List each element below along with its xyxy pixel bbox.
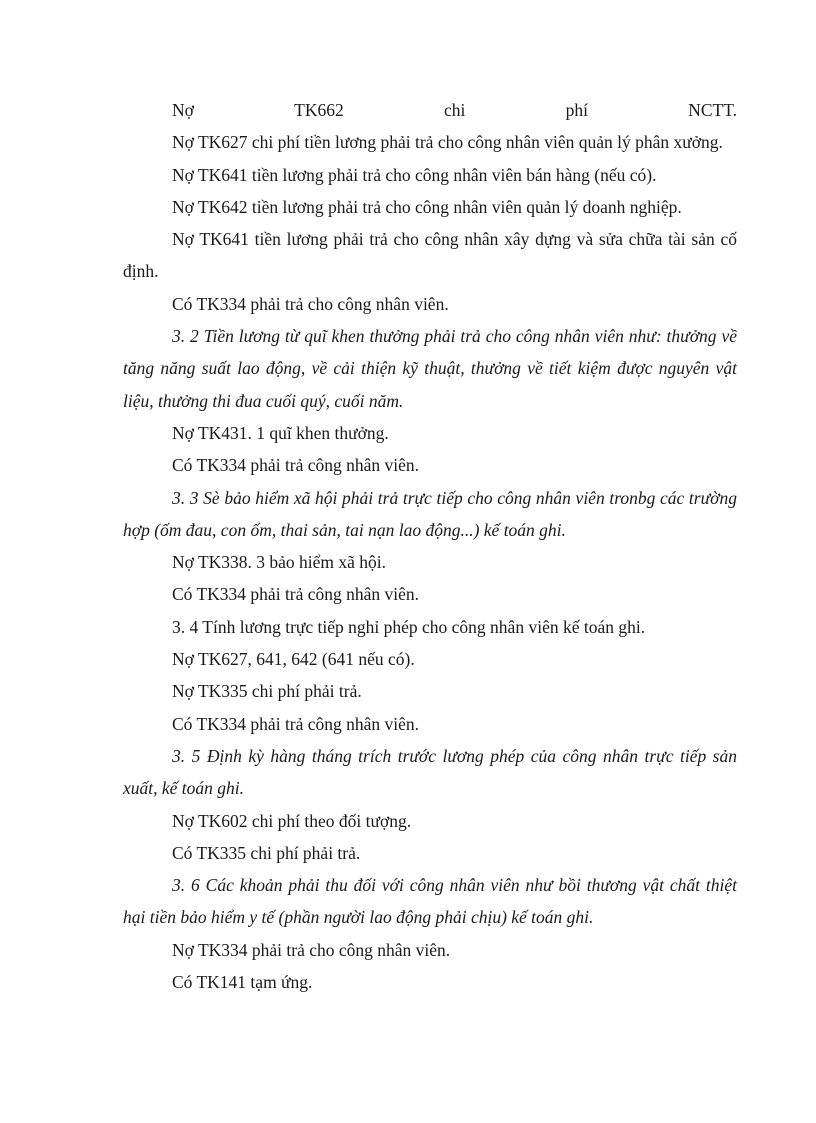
first-line-word: chi bbox=[443, 100, 466, 120]
paragraph: Nợ TK431. 1 quĩ khen thưởng. bbox=[172, 422, 389, 443]
first-line-word: NCTT. bbox=[688, 100, 737, 120]
paragraph: Nợ TK627, 641, 642 (641 nếu có). bbox=[172, 649, 415, 670]
paragraph: Nợ TK335 chi phí phải trả. bbox=[172, 681, 362, 702]
paragraph: 3. 4 Tính lương trực tiếp nghỉ phép cho công nhân viên kế toán ghi. bbox=[172, 616, 646, 637]
paragraph: Có TK334 phải trả công nhân viên. bbox=[172, 713, 420, 734]
paragraph: Nợ TK338. 3 bảo hiểm xã hội. bbox=[172, 552, 387, 573]
first-line-word: Nợ bbox=[172, 100, 194, 120]
paragraph: Có TK335 chi phí phải trả. bbox=[172, 842, 361, 863]
paragraph: Có TK334 phải trả cho công nhân viên. bbox=[172, 293, 449, 314]
paragraph: Nợ TK642 tiền lương phải trả cho công nhân viên quản lý doanh nghiệp. bbox=[172, 196, 682, 217]
paragraph-italic: 3. 5 Định kỳ hàng tháng trích trước lương phép của công nhân trực tiếp sản xuất, kế toán ghi. bbox=[123, 745, 737, 799]
paragraph-italic: 3. 6 Các khoản phải thu đối với công nhân viên như bồi thương vật chất thiệt hại tiền bảo hiểm y tế (phần người lao động phải chịu) kế toán ghi. bbox=[123, 875, 737, 928]
paragraph: Nợ TK641 tiền lương phải trả cho công nhân viên bán hàng (nếu có). bbox=[172, 164, 657, 185]
paragraph: Có TK334 phải trả công nhân viên. bbox=[172, 455, 420, 476]
paragraph: Nợ TK602 chi phí theo đối tượng. bbox=[172, 810, 412, 831]
paragraph: Nợ TK627 chi phí tiền lương phải trả cho công nhân viên quản lý phân xưởng. bbox=[172, 132, 723, 153]
paragraph: Có TK141 tạm ứng. bbox=[172, 972, 313, 993]
first-line-word: TK662 bbox=[294, 100, 344, 120]
paragraph: Có TK334 phải trả công nhân viên. bbox=[172, 584, 420, 605]
paragraph-italic: 3. 2 Tiền lương từ quĩ khen thưởng phải trả cho công nhân viên như: thưởng về tăng năng suất lao động, về cải thiện kỹ thuật, thưởng về tiết kiệm được nguyên vật liệu, thưởng thi đua cuối quý, cuối năm. bbox=[123, 326, 737, 411]
paragraph-first-line bbox=[123, 94, 737, 126]
first-line-word: phí bbox=[565, 100, 588, 120]
paragraph: Nợ TK334 phải trả cho công nhân viên. bbox=[172, 939, 451, 960]
paragraph-italic: 3. 3 Sè bảo hiểm xã hội phải trả trực tiếp cho công nhân viên tronbg các trường hợp (ốm đau, con ốm, thai sản, tai nạn lao động...) kế toán ghi. bbox=[123, 487, 737, 540]
document-body bbox=[123, 94, 737, 998]
paragraph: Nợ TK641 tiền lương phải trả cho công nhân xây dựng và sửa chữa tài sản cố định. bbox=[123, 229, 737, 282]
